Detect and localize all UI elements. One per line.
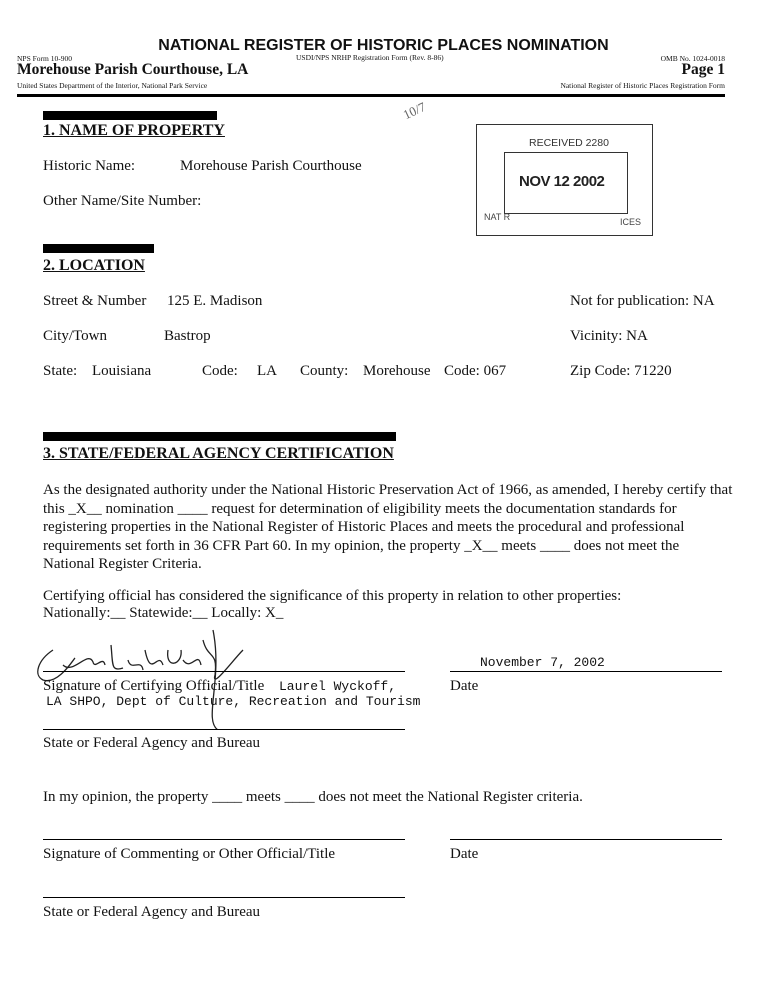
commenting-label: Signature of Commenting or Other Official/Title [43,846,336,862]
omb-number: OMB No. 1024-0018 [660,54,725,63]
registration-form-rev: USDI/NPS NRHP Registration Form (Rev. 8-86) [296,53,444,62]
section-2-title: 2. LOCATION [43,257,145,274]
received-stamp [476,124,653,236]
certifying-date: November 7, 2002 [480,655,605,670]
stamp-bottom-left: NAT R [484,212,511,222]
commenting-date-label: Date [450,846,479,862]
handwritten-mark: 10/7 [400,98,428,123]
other-name-label: Other Name/Site Number: [43,193,202,209]
historic-name-value: Morehouse Parish Courthouse [180,158,362,174]
county-code: Code: 067 [444,363,507,379]
state-label: State: [43,363,78,379]
commenting-signature-line [43,839,405,840]
signature-image [33,620,273,730]
official-title: LA SHPO, Dept of Culture, Recreation and Tourism [46,694,421,709]
stamp-bottom-right: ICES [620,217,642,227]
agency-line [43,729,405,730]
stamp-received: RECEIVED 2280 [529,137,609,149]
street-value: 125 E. Madison [167,293,263,309]
state-value: Louisiana [92,363,152,379]
city-label: City/Town [43,328,107,344]
section-3-title: 3. STATE/FEDERAL AGENCY CERTIFICATION [43,445,394,462]
property-heading: Morehouse Parish Courthouse, LA [17,61,249,78]
certification-paragraph: As the designated authority under the National Historic Preservation Act of 1966, as amended, I hereby certify that this _X__ nomination ____ request for determination of eligibility meets the documentation standards for registering properties in the National Register of Historic Places and meets the procedural and professional requirements set forth in 36 CFR Part 60. In my opinion, the property _X__ meets ____ does not meet the National Register Criteria. [43,482,733,572]
agency-label-2: State or Federal Agency and Bureau [43,904,261,920]
section-3-bar [43,432,396,441]
date-label: Date [450,678,479,694]
section-1-bar [43,111,217,120]
stamp-inner-box [504,152,628,214]
opinion-line: In my opinion, the property ____ meets ____ does not meet the National Register criteria. [43,789,583,805]
street-label: Street & Number [43,293,147,309]
city-value: Bastrop [164,328,211,344]
zip-code: Zip Code: 71220 [570,363,672,379]
header-rule [17,94,725,97]
state-code-value: LA [257,363,277,379]
signature-line [43,671,405,672]
form-number: NPS Form 10-900 [17,54,73,63]
commenting-date-line [450,839,722,840]
section-1-title: 1. NAME OF PROPERTY [43,122,225,139]
stamp-date: NOV 12 2002 [519,173,605,190]
page-number: Page 1 [681,61,725,78]
not-for-publication: Not for publication: NA [570,293,715,309]
historic-name-label: Historic Name: [43,158,136,174]
county-value: Morehouse [363,363,431,379]
form-name: National Register of Historic Places Registration Form [560,81,725,90]
agency-label: State or Federal Agency and Bureau [43,735,261,751]
official-name: Laurel Wyckoff, [279,679,397,694]
date-line [450,671,722,672]
significance-levels: Nationally:__ Statewide:__ Locally: X_ [43,605,284,621]
section-2-bar [43,244,154,253]
document-title: NATIONAL REGISTER OF HISTORIC PLACES NOMINATION [158,37,609,54]
state-code-label: Code: [202,363,238,379]
vicinity: Vicinity: NA [570,328,648,344]
county-label: County: [300,363,349,379]
signature-label: Signature of Certifying Official/Title [43,678,265,694]
department-line: United States Department of the Interior, National Park Service [17,81,208,90]
significance-line: Certifying official has considered the significance of this property in relation to other properties: [43,588,622,604]
agency-line-2 [43,897,405,898]
